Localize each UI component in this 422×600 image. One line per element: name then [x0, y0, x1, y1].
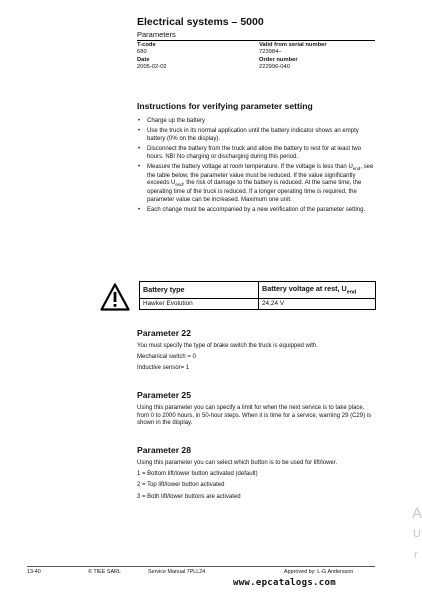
paragraph: 2 = Top lift/lower button activated [137, 482, 225, 489]
paragraph: Using this parameter you can select which button is to be used for lift/lower. [137, 460, 338, 466]
edge-fragment: r [414, 549, 418, 561]
page-number: 13-40 [27, 569, 41, 575]
document-meta [137, 42, 375, 72]
edge-fragment: A [412, 505, 422, 522]
paragraph: You must specify the type of brake switch the truck is equipped with. [137, 343, 318, 349]
list-item: • Measure the battery voltage at room temperature. If the voltage is less than $U_{end}$, see the table below, the parameter value must be reduced. If the value significantly exceeds $U_{end}$, the risk of damage to the battery is reduced. At the same time, the operating time of the truck is reduced. If a longer operating time is required, the parameter value can be increased. Maximum one unit. [137, 164, 377, 204]
page-subtitle: Parameters [137, 30, 176, 39]
header-rule [137, 40, 375, 41]
footer-rule [27, 566, 375, 567]
param22-body [137, 343, 377, 377]
instructions-title: Instructions for verifying parameter setting [137, 101, 313, 111]
battery-type-cell: Hawker Evolution [140, 298, 259, 310]
paragraph: 1 = Bottom lift/lower button activated (default) [137, 471, 258, 478]
battery-table [139, 281, 376, 310]
list-item: • Charge up the battery [137, 118, 377, 126]
page-title: Electrical systems – 5000 [137, 16, 264, 28]
date-label: Date [137, 56, 150, 63]
list-item: • Each change must be accompanied by a new verification of the parameter setting. [137, 207, 377, 215]
edge-fragment: U [413, 528, 421, 540]
paragraph: Mechanical switch = 0 [137, 354, 196, 361]
paragraph: 3 = Both lift/lower buttons are activated [137, 493, 241, 500]
valid-value: 723984– [259, 49, 282, 56]
param22-title: Parameter 22 [137, 328, 191, 338]
valid-label: Valid from serial number [259, 42, 327, 48]
param28-body [137, 460, 377, 505]
manual-name: Service Manual 7PLL24 [148, 569, 206, 575]
order-label: Order number [259, 56, 298, 63]
watermark: www.epcatalogs.com [233, 578, 336, 588]
approved-by: Approved by: L-G Andersson [284, 569, 354, 575]
paragraph: Inductive sensor= 1 [137, 365, 190, 372]
battery-type-header: Battery type [140, 282, 259, 299]
battery-voltage-header: Battery voltage at rest, $U_{end}$ [259, 282, 376, 299]
paragraph: Using this parameter you can specify a limit for when the next service is to take place, from 0 to 2000 hours, in 50-hour steps. When it is time for a service, warning 29 (C29) is shown in the display. [137, 405, 372, 427]
date-value: 2005-02-02 [137, 64, 167, 71]
instructions-list [137, 118, 377, 217]
battery-voltage-cell: 24,24 V [259, 298, 376, 310]
tcode-label: T-code [137, 42, 156, 48]
list-item: • Use the truck in its normal application until the battery indicator shows an empty battery (0% on the display). [137, 128, 377, 143]
copyright: © TIEE SARL [88, 569, 121, 575]
warning-triangle-icon [100, 283, 130, 311]
list-item: • Disconnect the battery from the truck and allow the battery to rest for at least two hours. NB! No charging or discharging during this period. [137, 146, 377, 161]
param25-body [137, 405, 377, 431]
tcode-value: 680 [137, 49, 147, 56]
param28-title: Parameter 28 [137, 445, 191, 455]
param25-title: Parameter 25 [137, 390, 191, 400]
order-value: 222996-040 [259, 64, 290, 71]
